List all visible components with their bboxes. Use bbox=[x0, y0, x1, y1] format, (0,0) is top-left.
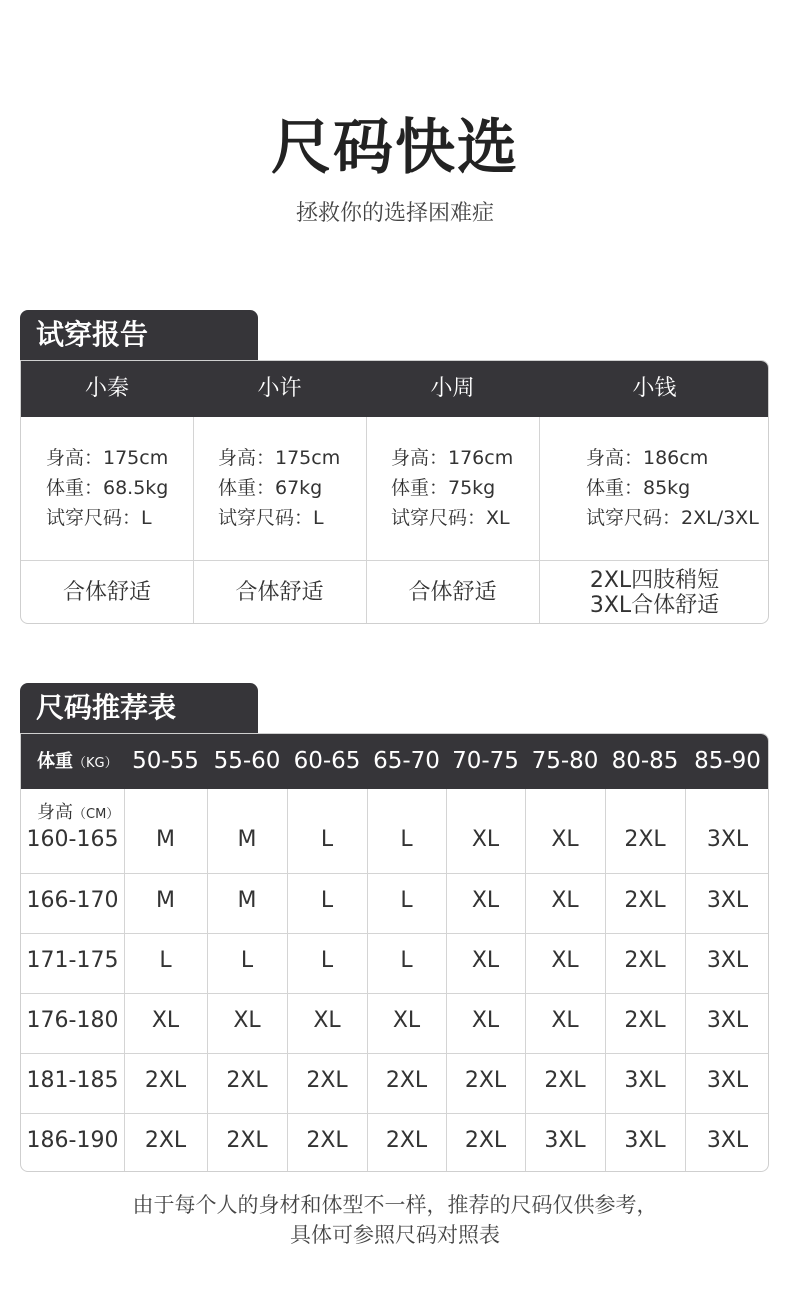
size-cell: XL bbox=[551, 888, 579, 913]
column-divider bbox=[685, 789, 686, 1172]
size-cell: 3XL bbox=[706, 827, 749, 852]
trial-verdict bbox=[539, 561, 769, 624]
trial-verdict-line: 2XL四肢稍短 bbox=[589, 567, 720, 593]
column-divider bbox=[287, 789, 288, 1172]
size-cell: 2XL bbox=[306, 1068, 348, 1093]
column-divider bbox=[539, 417, 540, 624]
size-cell: 2XL bbox=[144, 1128, 187, 1153]
height-range-label: 186-190 bbox=[26, 1128, 119, 1153]
size-recommendation-table bbox=[20, 733, 769, 1172]
trial-person-info bbox=[391, 443, 513, 533]
size-cell: 2XL bbox=[624, 948, 666, 973]
size-cell: 2XL bbox=[144, 1068, 187, 1093]
weight-range-header: 80-85 bbox=[611, 748, 679, 774]
size-cell: 3XL bbox=[706, 1128, 749, 1153]
size-table-section-title: 尺码推荐表 bbox=[20, 683, 258, 733]
row-divider bbox=[21, 933, 769, 934]
size-cell: 2XL bbox=[385, 1068, 428, 1093]
size-disclaimer-note bbox=[0, 1190, 790, 1250]
size-cell: M bbox=[237, 827, 257, 852]
height-unit: （CM） bbox=[73, 807, 120, 822]
height-range-label: 160-165 bbox=[26, 827, 119, 852]
size-cell: XL bbox=[151, 1008, 180, 1033]
trial-person-name: 小秦 bbox=[84, 376, 129, 401]
height-range-label: 176-180 bbox=[26, 1008, 119, 1033]
row-divider bbox=[21, 560, 769, 561]
row-divider bbox=[21, 1053, 769, 1054]
height-range-label: 166-170 bbox=[26, 888, 119, 913]
weight-range-header: 85-90 bbox=[694, 748, 761, 774]
trial-person-name: 小钱 bbox=[632, 376, 677, 401]
size-cell: 2XL bbox=[624, 827, 666, 852]
height-range-label: 181-185 bbox=[26, 1068, 119, 1093]
row-divider bbox=[21, 873, 769, 874]
weight-range-header: 55-60 bbox=[213, 748, 281, 774]
size-cell: L bbox=[400, 948, 413, 973]
weight-range-header: 65-70 bbox=[373, 748, 440, 774]
column-divider bbox=[525, 789, 526, 1172]
size-cell: 3XL bbox=[706, 888, 749, 913]
size-cell: 2XL bbox=[226, 1068, 268, 1093]
trial-height: 身高：176cm bbox=[391, 447, 514, 469]
trial-verdict-line: 合体舒适 bbox=[235, 580, 324, 605]
weight-range-header: 60-65 bbox=[293, 748, 361, 774]
size-cell: 2XL bbox=[464, 1068, 507, 1093]
trial-height: 身高：175cm bbox=[218, 447, 341, 469]
trial-verdict bbox=[21, 561, 193, 624]
size-cell: 2XL bbox=[385, 1128, 428, 1153]
column-divider bbox=[366, 417, 367, 624]
trial-height: 身高：186cm bbox=[586, 447, 709, 469]
trial-weight: 体重：75kg bbox=[391, 477, 496, 499]
column-divider bbox=[367, 789, 368, 1172]
trial-weight: 体重：85kg bbox=[586, 477, 691, 499]
note-line-2: 具体可参照尺码对照表 bbox=[290, 1223, 500, 1247]
weight-column-label bbox=[37, 734, 118, 789]
size-cell: 3XL bbox=[624, 1068, 666, 1093]
height-range-label: 171-175 bbox=[26, 948, 119, 973]
trial-person-name: 小周 bbox=[430, 376, 475, 401]
trial-report-section-title: 试穿报告 bbox=[20, 310, 258, 360]
trial-size: 试穿尺码：XL bbox=[391, 507, 510, 529]
size-cell: 3XL bbox=[706, 1068, 749, 1093]
trial-verdict bbox=[366, 561, 539, 624]
size-cell: M bbox=[237, 888, 257, 913]
size-cell: 2XL bbox=[624, 1008, 666, 1033]
size-cell: XL bbox=[551, 948, 579, 973]
page-title: 尺码快选 bbox=[271, 113, 519, 183]
trial-verdict-line: 3XL合体舒适 bbox=[589, 592, 720, 618]
size-cell: XL bbox=[392, 1008, 421, 1033]
height-row-label bbox=[37, 798, 119, 824]
size-table-header-row bbox=[21, 734, 769, 789]
height-label: 身高 bbox=[37, 802, 73, 823]
size-cell: 2XL bbox=[226, 1128, 268, 1153]
size-cell: L bbox=[240, 948, 254, 973]
size-cell: XL bbox=[471, 948, 500, 973]
trial-verdict bbox=[193, 561, 366, 624]
column-divider bbox=[605, 789, 606, 1172]
trial-size: 试穿尺码：2XL/3XL bbox=[586, 507, 759, 529]
weight-range-header: 75-80 bbox=[531, 748, 599, 774]
trial-size: 试穿尺码：L bbox=[218, 507, 324, 529]
size-cell: 3XL bbox=[706, 948, 749, 973]
size-cell: 2XL bbox=[464, 1128, 507, 1153]
size-cell: XL bbox=[313, 1008, 341, 1033]
size-cell: XL bbox=[471, 1008, 500, 1033]
size-cell: XL bbox=[551, 1008, 579, 1033]
note-line-1: 由于每个人的身材和体型不一样，推荐的尺码仅供参考， bbox=[132, 1193, 658, 1217]
page-subtitle: 拯救你的选择困难症 bbox=[295, 201, 494, 226]
trial-person-info bbox=[218, 443, 340, 533]
trial-person-name: 小许 bbox=[257, 376, 302, 401]
size-cell: 3XL bbox=[624, 1128, 666, 1153]
size-cell: 2XL bbox=[544, 1068, 586, 1093]
trial-verdict-line: 合体舒适 bbox=[408, 580, 497, 605]
row-divider bbox=[21, 1113, 769, 1114]
size-cell: M bbox=[156, 888, 175, 913]
trial-person-info bbox=[586, 443, 759, 533]
column-divider bbox=[446, 789, 447, 1172]
trial-report-header-row bbox=[21, 361, 769, 417]
size-cell: XL bbox=[551, 827, 579, 852]
size-cell: M bbox=[156, 827, 175, 852]
column-divider bbox=[124, 789, 125, 1172]
size-cell: L bbox=[159, 948, 172, 973]
size-cell: XL bbox=[471, 888, 500, 913]
size-cell: 3XL bbox=[544, 1128, 586, 1153]
trial-verdict-line: 合体舒适 bbox=[62, 580, 151, 605]
trial-person-info bbox=[46, 443, 168, 533]
column-divider bbox=[193, 417, 194, 624]
size-cell: 2XL bbox=[306, 1128, 348, 1153]
size-cell: 2XL bbox=[624, 888, 666, 913]
size-cell: L bbox=[400, 827, 413, 852]
weight-range-header: 50-55 bbox=[132, 748, 199, 774]
trial-height: 身高：175cm bbox=[46, 447, 169, 469]
size-cell: XL bbox=[233, 1008, 261, 1033]
size-cell: 3XL bbox=[706, 1008, 749, 1033]
size-cell: L bbox=[320, 827, 334, 852]
weight-range-header: 70-75 bbox=[452, 748, 519, 774]
size-cell: L bbox=[320, 948, 334, 973]
weight-label: 体重 bbox=[37, 751, 73, 772]
trial-weight: 体重：68.5kg bbox=[46, 477, 169, 499]
row-divider bbox=[21, 993, 769, 994]
trial-size: 试穿尺码：L bbox=[46, 507, 152, 529]
size-cell: L bbox=[320, 888, 334, 913]
trial-report-table bbox=[20, 360, 769, 624]
size-cell: XL bbox=[471, 827, 500, 852]
trial-weight: 体重：67kg bbox=[218, 477, 323, 499]
weight-unit: （KG） bbox=[73, 756, 118, 771]
column-divider bbox=[207, 789, 208, 1172]
size-cell: L bbox=[400, 888, 413, 913]
